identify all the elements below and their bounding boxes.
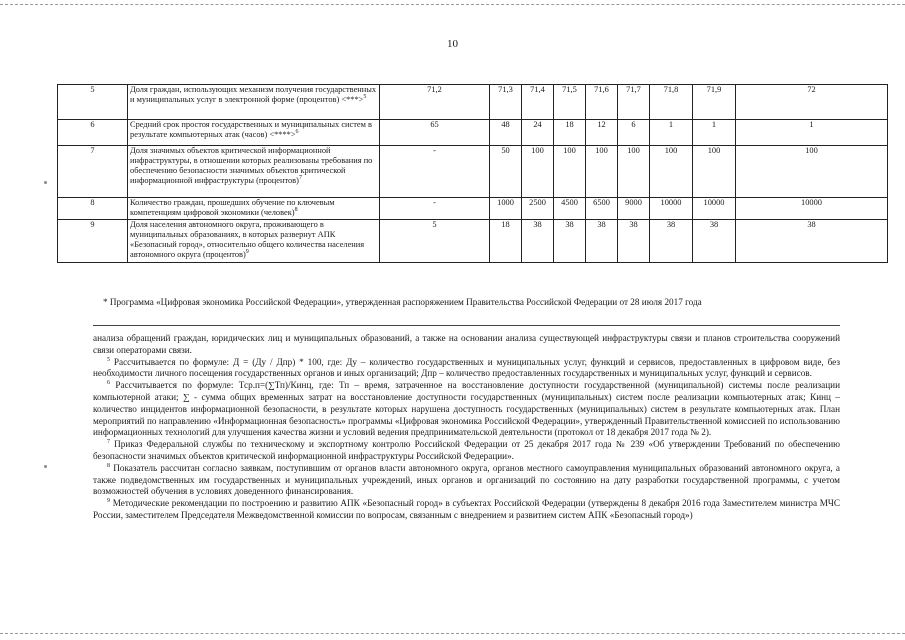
value-cell: -: [380, 146, 490, 198]
indicator-table: [57, 84, 888, 263]
indicator-name: Средний срок простоя государственных и муниципальных систем в результате компьютерных атак (часов) <****>: [130, 120, 372, 139]
table-row: [58, 198, 888, 220]
value-cell: -: [380, 198, 490, 220]
footnote-9-marker: 9: [107, 498, 110, 505]
table-row: [58, 85, 888, 120]
indicator-name-cell: [128, 120, 380, 146]
indicator-name-cell: [128, 85, 380, 120]
row-number-cell: 6: [58, 120, 128, 146]
indicator-name: Количество граждан, прошедших обучение по ключевым компетенциям цифровой экономики (человек): [130, 198, 335, 217]
footnotes-block: [93, 333, 840, 522]
row-number-cell: 9: [58, 220, 128, 263]
indicator-footnote-ref: 9: [245, 249, 249, 256]
footnote-7: [93, 439, 840, 463]
row-number-cell: 5: [58, 85, 128, 120]
indicator-footnote-ref: 5: [363, 94, 367, 101]
value-cell: 71,7: [618, 85, 650, 120]
footnote-8-marker: 8: [107, 462, 110, 469]
value-cell: 38: [586, 220, 618, 263]
value-cell: 10000: [736, 198, 888, 220]
footnote-9: [93, 498, 840, 522]
value-cell: 5: [380, 220, 490, 263]
value-cell: 71,8: [650, 85, 693, 120]
value-cell: 38: [554, 220, 586, 263]
value-cell: 100: [522, 146, 554, 198]
footnote-4-continuation: анализа обращений граждан, юридических лиц и муниципальных образований, а также на основании анализа существующей инфраструктуры связи и планов строительства сооружений связи операторами связи.: [93, 333, 840, 355]
indicator-name-cell: [128, 198, 380, 220]
value-cell: 65: [380, 120, 490, 146]
row-number-cell: 8: [58, 198, 128, 220]
value-cell: 71,5: [554, 85, 586, 120]
value-cell: 6: [618, 120, 650, 146]
table-row: [58, 220, 888, 263]
value-cell: 10000: [693, 198, 736, 220]
value-cell: 71,4: [522, 85, 554, 120]
value-cell: 4500: [554, 198, 586, 220]
value-cell: 100: [554, 146, 586, 198]
value-cell: 38: [522, 220, 554, 263]
scan-speck: [44, 465, 47, 468]
value-cell: 1000: [490, 198, 522, 220]
table-row: [58, 120, 888, 146]
value-cell: 71,3: [490, 85, 522, 120]
value-cell: 38: [693, 220, 736, 263]
value-cell: 50: [490, 146, 522, 198]
scan-top-edge: [0, 4, 905, 5]
value-cell: 38: [618, 220, 650, 263]
value-cell: 10000: [650, 198, 693, 220]
footnote-6-text: Рассчитывается по формуле: Тср.п=(∑Тп)/Кинц, где: Тп – время, затраченное на восстановление доступности государственной (муниципальной) системы после реализации компьютерной атаки; ∑ - сумма общих временных затрат на восстановление доступности государственных (муниципальных) систем после реализации компьютерных атак; Кинц – количество инцидентов информационной безопасности, в результате которых нарушена доступность государственных (муниципальных) систем в результате компьютерных атак. План мероприятий по направлению «Информационная безопасность» программы «Цифровая экономика Российской Федерации», утвержденный Правительственной комиссией по использованию информационных технологий для улучшения качества жизни и условий ведения предпринимательской деятельности (протокол от 18 декабря 2017 года № 2).: [93, 380, 840, 438]
value-cell: 1: [650, 120, 693, 146]
value-cell: 100: [586, 146, 618, 198]
page-number: 10: [447, 38, 458, 50]
value-cell: 24: [522, 120, 554, 146]
footnote-8-text: Показатель рассчитан согласно заявкам, поступившим от органов власти автономного округа, органов местного самоуправления муниципальных образований автономного округа, а также подведомственных им государственных и муниципальных учреждений, иных органов и организаций по состоянию на дату разработки государственной программы, с учетом возможностей обучения в условиях доведенного финансирования.: [93, 462, 841, 497]
row-number-cell: 7: [58, 146, 128, 198]
indicator-footnote-ref: 7: [298, 175, 302, 182]
value-cell: 71,9: [693, 85, 736, 120]
value-cell: 12: [586, 120, 618, 146]
value-cell: 100: [693, 146, 736, 198]
footnote-9-text: Методические рекомендации по построению и развитию АПК «Безопасный город» в субъектах Российской Федерации (утверждены 8 декабря 2016 года Заместителем министра МЧС России, заместителем Председателя Межведомственной комиссии по вопросам, связанным с внедрением и развитием систем АПК «Безопасный город»): [93, 498, 840, 520]
value-cell: 1: [736, 120, 888, 146]
footnote-7-text: Приказ Федеральной службы по техническому и экспортному контролю Российской Федерации от 25 декабря 2017 года № 239 «Об утверждении Требований по обеспечению безопасности значимых объектов критической информационной инфраструктуры Российской Федерации».: [93, 439, 840, 461]
footnote-6-marker: 6: [107, 380, 110, 387]
footnote-5: [93, 357, 840, 381]
value-cell: 48: [490, 120, 522, 146]
indicator-name: Доля населения автономного округа, проживающего в муниципальных образованиях, в которых развернут АПК «Безопасный город», относительно общего количества населения автономного округа (процентов): [130, 220, 365, 259]
value-cell: 6500: [586, 198, 618, 220]
value-cell: 18: [490, 220, 522, 263]
footnote-6: [93, 380, 840, 439]
value-cell: 100: [618, 146, 650, 198]
value-cell: 38: [650, 220, 693, 263]
value-cell: 38: [736, 220, 888, 263]
value-cell: 9000: [618, 198, 650, 220]
indicator-footnote-ref: 8: [294, 207, 298, 214]
footnote-separator: [93, 325, 840, 326]
table-row: [58, 146, 888, 198]
footnote-5-text: Рассчитывается по формуле: Д = (Ду / Дпр) * 100, где: Ду – количество государственных и муниципальных услуг, функций и сервисов, предоставленных в цифровом виде, без необходимости личного посещения государственных органов и иных организаций; Дпр – количество предоставленных государственных и муниципальных услуг, функций и сервисов.: [93, 356, 840, 379]
footnote-8: [93, 463, 840, 498]
value-cell: 2500: [522, 198, 554, 220]
indicator-name: Доля значимых объектов критической информационной инфраструктуры, в отношении которых реализованы требования по обеспечению безопасности значимых объектов критической информационной инфраструктуры (процентов): [130, 146, 373, 185]
value-cell: 100: [736, 146, 888, 198]
value-cell: 71,2: [380, 85, 490, 120]
indicator-name-cell: [128, 220, 380, 263]
indicator-name: Доля граждан, использующих механизм получения государственных и муниципальных услуг в электронной форме (процентов) <***>: [130, 85, 377, 104]
value-cell: 100: [650, 146, 693, 198]
value-cell: 71,6: [586, 85, 618, 120]
indicator-footnote-ref: 6: [295, 129, 299, 136]
value-cell: 1: [693, 120, 736, 146]
footnote-7-marker: 7: [107, 439, 110, 446]
footnote-program-reference: * Программа «Цифровая экономика Российской Федерации», утвержденная распоряжением Правительства Российской Федерации от 28 июля 2017 года: [103, 297, 702, 307]
scan-speck: [44, 181, 47, 184]
indicator-name-cell: [128, 146, 380, 198]
value-cell: 72: [736, 85, 888, 120]
footnote-5-marker: 5: [107, 356, 110, 363]
scan-bottom-edge: [0, 633, 905, 634]
value-cell: 18: [554, 120, 586, 146]
